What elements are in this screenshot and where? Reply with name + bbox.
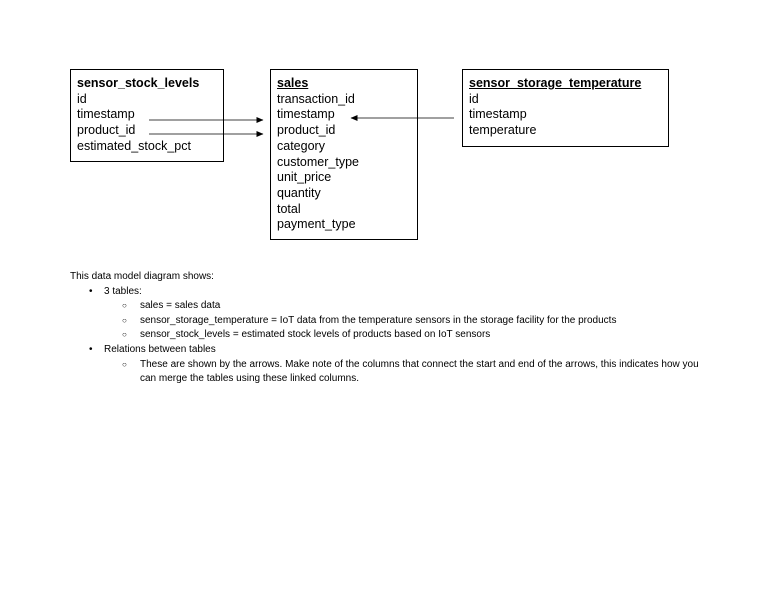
table-column: id	[77, 91, 87, 106]
table-sales	[270, 69, 418, 240]
bullet-icon: •	[89, 343, 93, 355]
table-column: transaction_id	[277, 91, 355, 106]
sub-list	[104, 358, 710, 387]
sub-list	[104, 299, 710, 343]
circle-bullet-icon: ○	[122, 315, 127, 325]
table-column: product_id	[277, 123, 336, 138]
list-item	[70, 285, 710, 343]
table-column: timestamp	[77, 107, 135, 122]
table-column: product_id	[77, 123, 136, 138]
table-sensor-storage-temperature	[462, 69, 669, 147]
table-column: estimated_stock_pct	[77, 138, 191, 153]
table-title: sensor_storage_temperature	[469, 76, 642, 90]
table-column: id	[469, 91, 479, 106]
table-column: quantity	[277, 185, 321, 200]
sub-list-item	[104, 314, 710, 329]
table-column: category	[277, 138, 325, 153]
list-item-text: 3 tables:	[104, 285, 142, 297]
sub-list-item-text: sensor_storage_temperature = IoT data from the temperature sensors in the storage facility for the products	[140, 314, 617, 326]
table-column: unit_price	[277, 170, 332, 185]
table-column: timestamp	[277, 107, 335, 122]
diagram-notes	[70, 270, 710, 387]
list-item	[70, 343, 710, 387]
table-column: temperature	[469, 123, 537, 138]
list-item-text: Relations between tables	[104, 343, 216, 355]
table-column: customer_type	[277, 154, 359, 169]
notes-intro: This data model diagram shows:	[70, 271, 214, 282]
table-title: sensor_stock_levels	[77, 76, 200, 90]
sub-list-item-text: sales = sales data	[140, 300, 221, 312]
notes-list	[70, 285, 710, 387]
sub-list-item-text: sensor_stock_levels = estimated stock levels of products based on IoT sensors	[140, 329, 491, 341]
sub-list-item	[104, 328, 710, 343]
sub-list-item	[104, 299, 710, 314]
table-column: total	[277, 201, 301, 216]
table-sensor-stock-levels	[70, 69, 224, 162]
sub-list-item-text: These are shown by the arrows. Make note of the columns that connect the start and end of the arrows, this indicates how you can merge the tables using these linked columns.	[140, 358, 699, 385]
sub-list-item	[104, 358, 710, 387]
circle-bullet-icon: ○	[122, 330, 127, 340]
circle-bullet-icon: ○	[122, 301, 127, 311]
bullet-icon: •	[89, 285, 93, 297]
table-title: sales	[277, 76, 309, 90]
circle-bullet-icon: ○	[122, 359, 127, 369]
table-column: payment_type	[277, 217, 356, 232]
table-column: timestamp	[469, 107, 527, 122]
